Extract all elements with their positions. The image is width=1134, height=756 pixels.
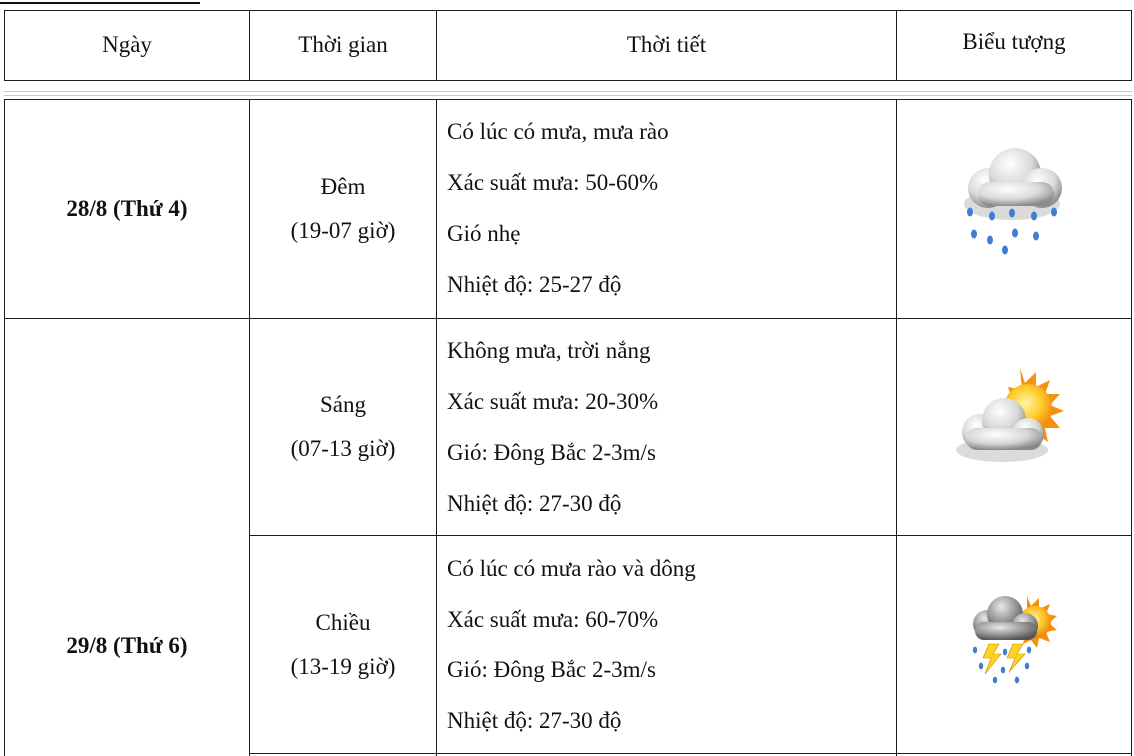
weather-line: Gió nhẹ — [447, 221, 521, 246]
table-separator — [4, 91, 1132, 92]
row-period: Đêm — [320, 174, 366, 199]
weather-line: Xác suất mưa: 20-30% — [447, 389, 659, 414]
weather-line: Không mưa, trời nắng — [447, 338, 651, 363]
row-hours: (19-07 giờ) — [290, 218, 396, 243]
rain-cloud-icon — [960, 140, 1070, 260]
header-time: Thời gian — [298, 32, 388, 57]
row-hours: (07-13 giờ) — [290, 436, 396, 461]
header-icon: Biểu tượng — [962, 29, 1066, 54]
header-weather: Thời tiết — [626, 32, 707, 57]
weather-line: Có lúc có mưa, mưa rào — [447, 119, 669, 144]
weather-line: Có lúc có mưa rào và dông — [447, 556, 696, 581]
weather-line: Xác suất mưa: 60-70% — [447, 607, 659, 632]
weather-line: Gió: Đông Bắc 2-3m/s — [447, 440, 656, 465]
row-time — [250, 319, 436, 535]
sun-behind-cloud-icon — [952, 368, 1072, 468]
row-day: 29/8 (Thứ 6) — [66, 633, 188, 658]
row-time — [250, 536, 436, 753]
clipped-heading-fragment — [0, 0, 250, 4]
weather-line: Nhiệt độ: 27-30 độ — [447, 491, 622, 516]
row-time — [250, 100, 436, 318]
weather-line: Xác suất mưa: 50-60% — [447, 170, 659, 195]
row-hours: (13-19 giờ) — [290, 653, 396, 679]
table-separator — [4, 95, 1132, 96]
weather-line: Nhiệt độ: 27-30 độ — [447, 708, 622, 733]
row-period: Sáng — [320, 392, 366, 417]
weather-line: Nhiệt độ: 25-27 độ — [447, 272, 622, 297]
row-period: Chiều — [315, 609, 371, 635]
thunderstorm-sun-icon — [965, 592, 1060, 687]
row-day: 28/8 (Thứ 4) — [66, 196, 188, 221]
weather-line: Gió: Đông Bắc 2-3m/s — [447, 657, 656, 682]
header-day: Ngày — [102, 32, 152, 57]
